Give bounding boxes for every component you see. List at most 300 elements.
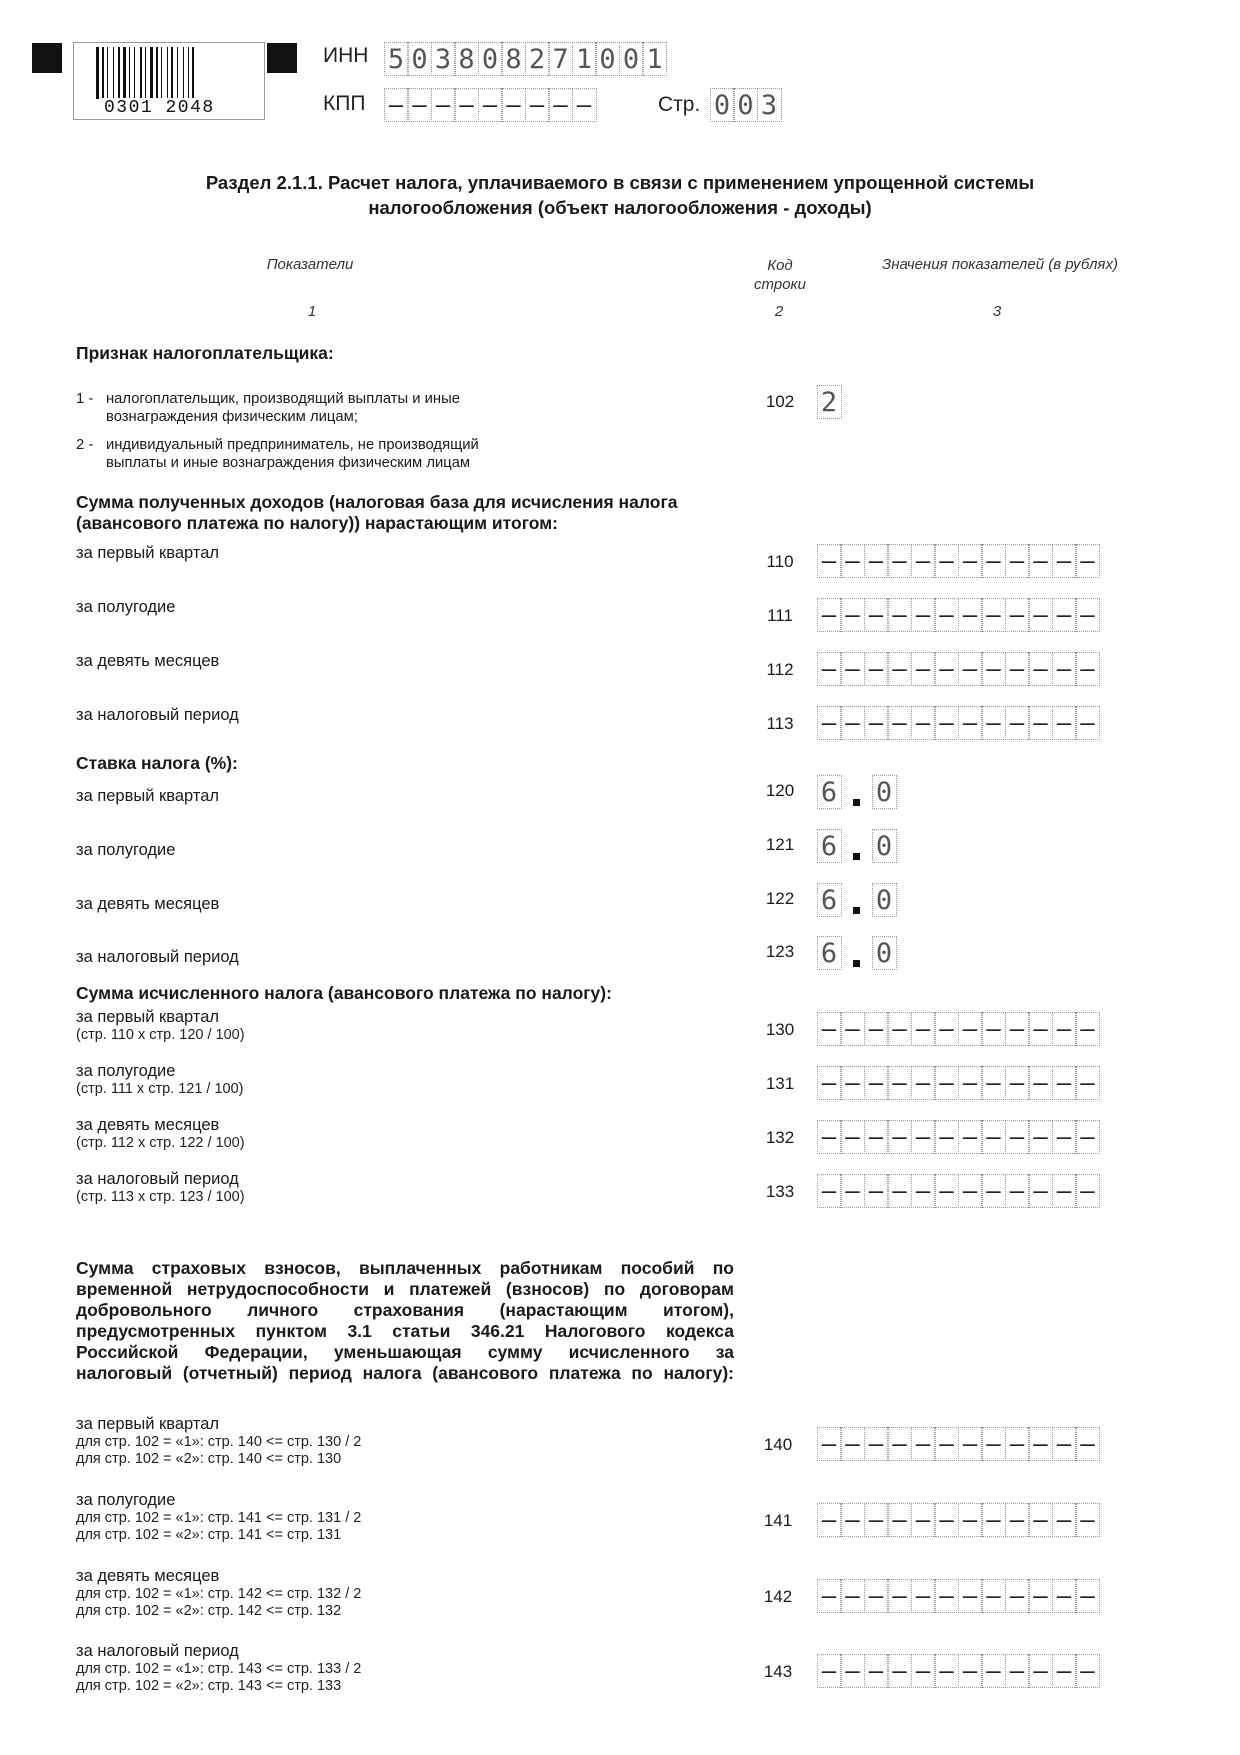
value-digit-cell: – [1052, 1427, 1077, 1461]
barcode-bar [188, 47, 189, 99]
value-digit-cell: – [817, 1012, 842, 1046]
insurance-value-field-142[interactable] [818, 1579, 1100, 1613]
corner-marker-left [32, 43, 62, 73]
insurance-value-field-143[interactable] [818, 1654, 1100, 1688]
line-code-121: 121 [765, 835, 795, 854]
value-digit-cell: – [911, 1174, 936, 1208]
value-digit-cell: – [1005, 1012, 1030, 1046]
calc-row-text [76, 1116, 245, 1152]
value-digit-cell: – [864, 1579, 889, 1613]
rate-row-label: за полугодие [76, 841, 176, 859]
digit-cell: – [454, 88, 479, 122]
digit-cell: – [384, 88, 409, 122]
calc-row-label: за налоговый период [76, 1170, 239, 1188]
rate-fraction-field-123[interactable] [873, 936, 897, 970]
value-digit-cell: – [958, 1503, 983, 1537]
digit-cell: – [478, 88, 503, 122]
value-digit-cell: – [840, 652, 865, 686]
taxpayer-heading: Признак налогоплательщика: [76, 343, 334, 363]
income-heading [76, 492, 677, 534]
value-digit-cell: – [1052, 1503, 1077, 1537]
insurance-row-condition-2: для стр. 102 = «2»: стр. 141 <= стр. 131 [76, 1527, 342, 1543]
barcode-bar [113, 47, 114, 99]
rate-row-label: за девять месяцев [76, 895, 220, 913]
value-digit-cell: – [1028, 1503, 1053, 1537]
value-digit-cell: – [934, 598, 959, 632]
value-digit-cell: – [887, 706, 912, 740]
insurance-heading-line2: временной нетрудоспособности и платежей (взносов) по договорам [76, 1279, 734, 1299]
value-digit-cell: – [958, 1579, 983, 1613]
barcode-bar [140, 47, 142, 99]
value-digit-cell: – [934, 706, 959, 740]
value-digit-cell: – [1028, 1427, 1053, 1461]
income-row-label: за первый квартал [76, 544, 220, 562]
value-digit-cell: – [1052, 1012, 1077, 1046]
rate-fraction-cell: 0 [872, 883, 897, 917]
taxpayer-option-1-line2: вознаграждения физическим лицам; [106, 409, 358, 425]
value-digit-cell: – [817, 1427, 842, 1461]
decimal-point [853, 907, 860, 914]
barcode-bar [145, 47, 146, 99]
value-digit-cell: – [887, 1579, 912, 1613]
insurance-row-text [76, 1642, 361, 1695]
rate-fraction-cell: 0 [872, 829, 897, 863]
rate-integer-cell: 6 [817, 883, 842, 917]
rate-integer-field-123[interactable] [818, 936, 842, 970]
rate-integer-cell: 6 [817, 936, 842, 970]
digit-cell: 0 [595, 42, 620, 76]
income-value-field-113[interactable] [818, 706, 1100, 740]
value-digit-cell: – [981, 1654, 1006, 1688]
taxpayer-option-1-text [106, 390, 460, 426]
value-digit-cell: – [840, 706, 865, 740]
value-digit-cell: – [887, 544, 912, 578]
line-code-130: 130 [765, 1020, 795, 1039]
digit-cell: 3 [757, 88, 782, 122]
column-number-1: 1 [307, 303, 317, 320]
value-digit-cell: – [864, 544, 889, 578]
insurance-value-field-141[interactable] [818, 1503, 1100, 1537]
line-code-132: 132 [765, 1128, 795, 1147]
value-digit-cell: – [934, 1120, 959, 1154]
value-digit-cell: – [1028, 1120, 1053, 1154]
value-digit-cell: – [911, 598, 936, 632]
column-number-3: 3 [992, 303, 1002, 320]
digit-cell: 2 [525, 42, 550, 76]
value-digit-cell: – [1075, 1427, 1100, 1461]
digit-cell: 5 [384, 42, 409, 76]
digit-cell: 7 [548, 42, 573, 76]
barcode-bar [192, 47, 194, 99]
barcode-bar [171, 47, 173, 99]
decimal-point [853, 853, 860, 860]
insurance-heading [76, 1258, 734, 1384]
insurance-row-label: за первый квартал [76, 1415, 220, 1433]
column-header-values: Значения показателей (в рублях) [882, 256, 1118, 273]
insurance-heading-line3: добровольного личного страхования (нарастающим итогом), [76, 1300, 734, 1320]
page-number-field[interactable] [711, 88, 782, 122]
line-code-123: 123 [765, 942, 795, 961]
calc-row-text [76, 1170, 245, 1206]
taxpayer-option-2-line2: выплаты и иные вознаграждения физическим лицам [106, 455, 471, 471]
line-code-131: 131 [765, 1074, 795, 1093]
value-digit-cell: – [958, 598, 983, 632]
insurance-row-condition-1: для стр. 102 = «1»: стр. 140 <= стр. 130 / 2 [76, 1434, 362, 1450]
value-digit-cell: – [864, 1066, 889, 1100]
income-row-label: за девять месяцев [76, 652, 220, 670]
value-digit-cell: – [1075, 1174, 1100, 1208]
value-digit-cell: – [911, 544, 936, 578]
value-digit-cell: – [911, 1503, 936, 1537]
barcode-bar [102, 47, 104, 99]
line-code-143: 143 [763, 1662, 793, 1681]
insurance-row-condition-2: для стр. 102 = «2»: стр. 142 <= стр. 132 [76, 1603, 342, 1619]
insurance-row-text [76, 1415, 361, 1468]
value-digit-cell: – [1005, 1579, 1030, 1613]
value-digit-cell: – [1075, 1579, 1100, 1613]
insurance-row-label: за девять месяцев [76, 1567, 220, 1585]
value-digit-cell: – [981, 706, 1006, 740]
corner-marker-right [267, 43, 297, 73]
income-row-label: за налоговый период [76, 706, 239, 724]
insurance-row-condition-1: для стр. 102 = «1»: стр. 142 <= стр. 132 / 2 [76, 1586, 362, 1602]
section-title-line2: налогообложения (объект налогообложения - доходы) [368, 197, 872, 218]
value-digit-cell: – [981, 544, 1006, 578]
column-header-code-line2: строки [754, 276, 806, 293]
value-digit-cell: – [817, 1579, 842, 1613]
digit-cell: – [548, 88, 573, 122]
value-digit-cell: – [911, 706, 936, 740]
income-row-label: за полугодие [76, 598, 176, 616]
value-digit-cell: – [817, 1174, 842, 1208]
calc-value-field-133[interactable] [818, 1174, 1100, 1208]
value-digit-cell: – [981, 1503, 1006, 1537]
barcode-bar [96, 47, 99, 99]
value-digit-cell: – [1028, 652, 1053, 686]
value-digit-cell: – [817, 544, 842, 578]
value-digit-cell: – [958, 652, 983, 686]
value-digit-cell: – [864, 1120, 889, 1154]
value-digit-cell: – [864, 598, 889, 632]
value-digit-cell: – [817, 1654, 842, 1688]
value-digit-cell: – [1052, 1066, 1077, 1100]
taxpayer-option-2-number: 2 - [76, 437, 94, 453]
value-digit-cell: – [911, 1579, 936, 1613]
value-digit-cell: – [1075, 1654, 1100, 1688]
value-digit-cell: – [864, 652, 889, 686]
rate-fraction-cell: 0 [872, 775, 897, 809]
value-digit-cell: – [887, 1066, 912, 1100]
value-digit-cell: – [887, 1503, 912, 1537]
value-digit-cell: – [1075, 1066, 1100, 1100]
value-digit-cell: – [887, 1174, 912, 1208]
insurance-value-field-140[interactable] [818, 1427, 1100, 1461]
value-digit-cell: – [1052, 1579, 1077, 1613]
barcode-bar [183, 47, 184, 99]
value-digit-cell: – [934, 1174, 959, 1208]
value-digit-cell: – [864, 706, 889, 740]
value-digit-cell: – [1052, 1654, 1077, 1688]
value-digit-cell: – [840, 1579, 865, 1613]
value-digit-cell: – [817, 706, 842, 740]
value-digit-cell: – [1028, 544, 1053, 578]
value-digit-cell: – [1028, 598, 1053, 632]
taxpayer-option-2-text [106, 436, 479, 472]
value-digit-cell: – [840, 1654, 865, 1688]
calc-row-formula: (стр. 113 х стр. 123 / 100) [76, 1189, 245, 1205]
value-digit-cell: – [887, 1654, 912, 1688]
calc-row-formula: (стр. 110 х стр. 120 / 100) [76, 1027, 245, 1043]
value-digit-cell: – [934, 1427, 959, 1461]
value-digit-cell: – [911, 1654, 936, 1688]
value-digit-cell: – [840, 598, 865, 632]
insurance-row-label: за налоговый период [76, 1642, 239, 1660]
value-digit-cell: – [1075, 706, 1100, 740]
digit-cell: – [525, 88, 550, 122]
value-digit-cell: – [981, 1579, 1006, 1613]
value-digit-cell: – [1075, 1503, 1100, 1537]
line-code-113: 113 [766, 714, 794, 733]
value-digit-cell: – [934, 544, 959, 578]
digit-cell: – [501, 88, 526, 122]
value-digit-cell: – [840, 1066, 865, 1100]
value-digit-cell: – [1028, 1654, 1053, 1688]
line-code-140: 140 [763, 1435, 793, 1454]
value-digit-cell: – [1005, 1120, 1030, 1154]
value-digit-cell: – [817, 1066, 842, 1100]
column-header-code [740, 256, 820, 294]
value-digit-cell: – [1005, 544, 1030, 578]
value-digit-cell: – [958, 544, 983, 578]
value-digit-cell: – [981, 1174, 1006, 1208]
value-digit-cell: – [817, 598, 842, 632]
column-header-indicators: Показатели [266, 256, 354, 273]
value-digit-cell: – [1028, 1012, 1053, 1046]
insurance-heading-line5: Российской Федерации, уменьшающая сумму исчисленного за [76, 1342, 734, 1362]
value-digit-cell: – [1005, 1427, 1030, 1461]
digit-cell: 1 [642, 42, 667, 76]
value-digit-cell: – [887, 598, 912, 632]
rate-integer-field-122[interactable] [818, 883, 842, 917]
line-code-120: 120 [765, 781, 795, 800]
value-digit-cell: – [1005, 652, 1030, 686]
value-digit-cell: – [1028, 706, 1053, 740]
value-digit-cell: – [840, 1012, 865, 1046]
taxpayer-option-1-line1: налогоплательщик, производящий выплаты и иные [106, 391, 460, 407]
barcode-bar [134, 47, 135, 99]
taxpayer-sign-field[interactable] [818, 385, 842, 419]
taxpayer-option-1-number: 1 - [76, 391, 94, 407]
value-digit-cell: – [934, 652, 959, 686]
value-digit-cell: – [958, 706, 983, 740]
income-value-field-110[interactable] [818, 544, 1100, 578]
value-digit-cell: – [1005, 1066, 1030, 1100]
rate-integer-field-120[interactable] [818, 775, 842, 809]
rate-fraction-field-121[interactable] [873, 829, 897, 863]
digit-cell: 1 [572, 42, 597, 76]
value-digit-cell: – [817, 652, 842, 686]
value-digit-cell: – [1005, 1503, 1030, 1537]
value-digit-cell: – [1028, 1174, 1053, 1208]
value-digit-cell: – [887, 652, 912, 686]
kpp-label: КПП [323, 92, 366, 115]
value-digit-cell: – [840, 1120, 865, 1154]
value-digit-cell: – [864, 1174, 889, 1208]
digit-cell: – [572, 88, 597, 122]
digit-cell: 8 [501, 42, 526, 76]
value-digit-cell: – [1075, 1012, 1100, 1046]
line-code-112: 112 [766, 660, 794, 679]
rate-row-label: за первый квартал [76, 787, 220, 805]
insurance-row-condition-1: для стр. 102 = «1»: стр. 143 <= стр. 133 / 2 [76, 1661, 362, 1677]
value-digit-cell: – [887, 1427, 912, 1461]
rate-heading: Ставка налога (%): [76, 753, 238, 773]
value-digit-cell: – [981, 652, 1006, 686]
calc-row-text [76, 1062, 244, 1098]
value-digit-cell: – [840, 1503, 865, 1537]
value-digit-cell: – [1052, 1120, 1077, 1154]
rate-row-label: за налоговый период [76, 948, 239, 966]
value-digit-cell: – [1075, 1120, 1100, 1154]
value-digit-cell: – [1052, 652, 1077, 686]
value-digit-cell: – [840, 1174, 865, 1208]
value-digit-cell: – [981, 598, 1006, 632]
value-digit-cell: – [1075, 544, 1100, 578]
digit-cell: 0 [478, 42, 503, 76]
calc-value-field-130[interactable] [818, 1012, 1100, 1046]
page-label: Стр. [658, 93, 701, 116]
taxpayer-sign-cell: 2 [817, 385, 842, 419]
calc-row-label: за первый квартал [76, 1008, 220, 1026]
inn-label: ИНН [323, 44, 369, 67]
insurance-row-text [76, 1491, 361, 1544]
column-header-code-line1: Код [767, 257, 793, 274]
value-digit-cell: – [1028, 1066, 1053, 1100]
value-digit-cell: – [981, 1427, 1006, 1461]
decimal-point [853, 960, 860, 967]
value-digit-cell: – [911, 652, 936, 686]
value-digit-cell: – [864, 1654, 889, 1688]
income-heading-line1: Сумма полученных доходов (налоговая база для исчисления налога [76, 492, 678, 512]
value-digit-cell: – [934, 1654, 959, 1688]
value-digit-cell: – [981, 1066, 1006, 1100]
value-digit-cell: – [840, 1427, 865, 1461]
calc-row-formula: (стр. 112 х стр. 122 / 100) [76, 1135, 245, 1151]
value-digit-cell: – [934, 1012, 959, 1046]
value-digit-cell: – [958, 1174, 983, 1208]
section-title-line1: Раздел 2.1.1. Расчет налога, уплачиваемого в связи с применением упрощенной системы [205, 172, 1035, 193]
line-code-122: 122 [765, 889, 795, 908]
barcode-bar [118, 47, 120, 99]
digit-cell: 0 [733, 88, 758, 122]
income-heading-line2: (авансового платежа по налогу)) нарастающим итогом: [76, 513, 559, 533]
value-digit-cell: – [887, 1120, 912, 1154]
calc-row-formula: (стр. 111 х стр. 121 / 100) [76, 1081, 244, 1097]
rate-integer-field-121[interactable] [818, 829, 842, 863]
barcode-bar [177, 47, 178, 99]
digit-cell: – [407, 88, 432, 122]
value-digit-cell: – [817, 1120, 842, 1154]
value-digit-cell: – [1052, 706, 1077, 740]
value-digit-cell: – [817, 1503, 842, 1537]
rate-integer-cell: 6 [817, 775, 842, 809]
value-digit-cell: – [911, 1120, 936, 1154]
inn-field[interactable] [385, 42, 667, 76]
calc-row-text [76, 1008, 245, 1044]
insurance-heading-line6: налоговый (отчетный) период налога (авансового платежа по налогу): [76, 1363, 734, 1383]
value-digit-cell: – [864, 1427, 889, 1461]
barcode-bar [123, 47, 126, 99]
value-digit-cell: – [911, 1012, 936, 1046]
line-code-110: 110 [766, 552, 794, 571]
value-digit-cell: – [958, 1120, 983, 1154]
calc-value-field-131[interactable] [818, 1066, 1100, 1100]
value-digit-cell: – [1052, 598, 1077, 632]
section-title [120, 170, 1120, 220]
value-digit-cell: – [934, 1066, 959, 1100]
kpp-field[interactable] [385, 88, 597, 122]
barcode-bar [156, 47, 158, 99]
income-value-field-112[interactable] [818, 652, 1100, 686]
decimal-point [853, 799, 860, 806]
line-code-141: 141 [763, 1511, 793, 1530]
calc-heading: Сумма исчисленного налога (авансового платежа по налогу): [76, 983, 612, 1003]
insurance-heading-line4: предусмотренных пунктом 3.1 статьи 346.21 Налогового кодекса [76, 1321, 734, 1341]
value-digit-cell: – [958, 1654, 983, 1688]
digit-cell: 0 [407, 42, 432, 76]
column-number-2: 2 [774, 303, 784, 320]
value-digit-cell: – [934, 1579, 959, 1613]
insurance-row-condition-2: для стр. 102 = «2»: стр. 140 <= стр. 130 [76, 1451, 342, 1467]
value-digit-cell: – [1005, 706, 1030, 740]
insurance-row-condition-2: для стр. 102 = «2»: стр. 143 <= стр. 133 [76, 1678, 342, 1694]
rate-fraction-field-122[interactable] [873, 883, 897, 917]
line-code-102: 102 [765, 392, 795, 411]
line-code-111: 111 [767, 606, 793, 625]
value-digit-cell: – [864, 1503, 889, 1537]
rate-fraction-field-120[interactable] [873, 775, 897, 809]
calc-value-field-132[interactable] [818, 1120, 1100, 1154]
value-digit-cell: – [1005, 1654, 1030, 1688]
rate-fraction-cell: 0 [872, 936, 897, 970]
value-digit-cell: – [911, 1427, 936, 1461]
digit-cell: 0 [710, 88, 735, 122]
value-digit-cell: – [981, 1012, 1006, 1046]
barcode-bar [150, 47, 153, 99]
digit-cell: 3 [431, 42, 456, 76]
value-digit-cell: – [958, 1066, 983, 1100]
line-code-133: 133 [765, 1182, 795, 1201]
barcode-bar [129, 47, 130, 99]
barcode-bar [161, 47, 162, 99]
value-digit-cell: – [864, 1012, 889, 1046]
value-digit-cell: – [1075, 598, 1100, 632]
calc-row-label: за девять месяцев [76, 1116, 220, 1134]
barcode-bar [167, 47, 168, 99]
insurance-row-condition-1: для стр. 102 = «1»: стр. 141 <= стр. 131 / 2 [76, 1510, 362, 1526]
value-digit-cell: – [934, 1503, 959, 1537]
barcode [73, 42, 265, 120]
insurance-row-label: за полугодие [76, 1491, 176, 1509]
income-value-field-111[interactable] [818, 598, 1100, 632]
value-digit-cell: – [981, 1120, 1006, 1154]
value-digit-cell: – [1052, 544, 1077, 578]
value-digit-cell: – [1052, 1174, 1077, 1208]
value-digit-cell: – [958, 1012, 983, 1046]
value-digit-cell: – [911, 1066, 936, 1100]
insurance-heading-line1: Сумма страховых взносов, выплаченных работникам пособий по [76, 1258, 734, 1278]
barcode-number: 0301 2048 [104, 98, 215, 118]
